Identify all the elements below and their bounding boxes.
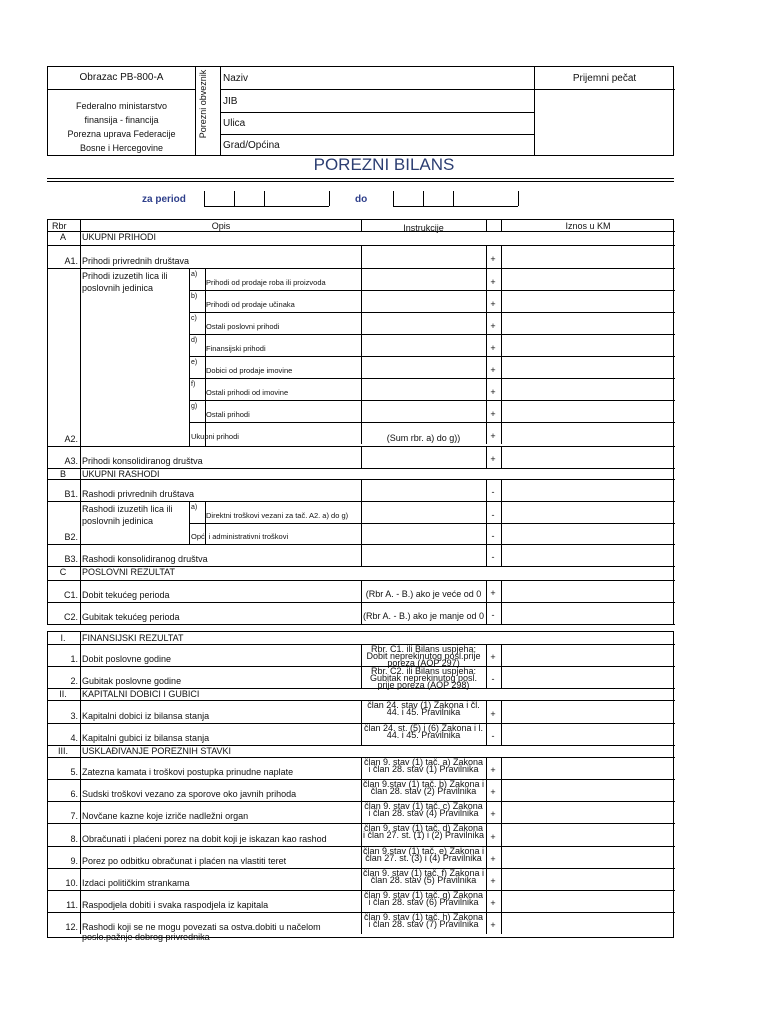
row-sign: -: [491, 730, 495, 741]
row-instr: član 9. stav (1) tač. a) Zakona i član 28. stav (1) Pravilnika: [363, 756, 484, 774]
row-opis: Izdaci političkim strankama: [82, 878, 190, 888]
row-rbr: B: [59, 469, 66, 479]
col-instr: Instrukcije: [403, 223, 444, 233]
row-rbr: 9.: [70, 855, 78, 866]
row-opis: UKUPNI RASHODI: [82, 469, 160, 479]
amount-input[interactable]: [502, 290, 674, 312]
amount-input[interactable]: [502, 602, 674, 624]
row-opis: Kapitalni gubici iz bilansa stanja: [82, 732, 210, 743]
sub-key: b): [191, 293, 198, 300]
sub-instr: (Sum rbr. a) do g)): [386, 433, 461, 443]
row-opis: Porez po odbitku obračunat i plaćen na vlastiti teret: [82, 855, 287, 866]
row-sign: +: [490, 809, 496, 820]
row-opis: Sudski troškovi vezano za sporove oko javnih prihoda: [82, 789, 297, 800]
amount-input[interactable]: [502, 912, 674, 934]
row-opis: UKUPNI PRIHODI: [82, 232, 157, 242]
row-sign: -: [491, 610, 495, 620]
amount-input[interactable]: [502, 700, 674, 722]
amount-input[interactable]: [502, 479, 674, 501]
row-instr: član 9. stav (1) tač. d) Zakona i član 27. st. (1) i (2) Pravilnika: [362, 823, 485, 841]
row-opis: Prihodi izuzetih lica ili poslovnih jedinica: [82, 271, 168, 293]
row-opis: Prihodi privrednih društava: [82, 256, 190, 266]
row-opis: Prihodi konsolidiranog društva: [82, 456, 203, 466]
row-opis: Gubitak poslovne godine: [82, 676, 182, 687]
amount-input[interactable]: [502, 823, 674, 845]
row-instr: član 9. stav (1) tač. f) Zakona i član 28. stav (5) Pravilnika: [362, 867, 485, 885]
row-rbr: 10.: [65, 878, 78, 888]
row-sign: +: [490, 652, 496, 663]
amount-input[interactable]: [502, 312, 674, 334]
sub-label: Finansijski prihodi: [206, 344, 266, 353]
row-sign: +: [490, 254, 496, 264]
period-from-input[interactable]: [204, 191, 329, 207]
row-sign: -: [491, 487, 495, 497]
amount-input[interactable]: [502, 544, 674, 566]
sub-sign: +: [490, 409, 496, 419]
row-rbr: 4.: [70, 732, 78, 743]
amount-input[interactable]: [502, 779, 674, 801]
row-instr: Rbr. C1. ili Bilans uspjeha: Dobit neprekinutog posl.prije poreza (AOP 297): [366, 644, 481, 668]
row-opis: POSLOVNI REZULTAT: [82, 567, 176, 577]
header-box: [47, 66, 674, 156]
row-rbr: 5.: [70, 767, 78, 777]
row-opis: Gubitak tekućeg perioda: [82, 612, 180, 622]
sub-sign: +: [490, 431, 496, 441]
sub-label: Prihodi od prodaje učinaka: [206, 300, 295, 309]
sub-label: Direktni troškovi vezani za tač. A2. a) do g): [206, 510, 349, 520]
row-opis: Dobit poslovne godine: [82, 654, 172, 665]
amount-input[interactable]: [502, 422, 674, 444]
amount-input[interactable]: [502, 523, 674, 545]
amount-input[interactable]: [502, 245, 674, 268]
row-sign: +: [490, 708, 496, 719]
field-jib[interactable]: JIB: [223, 96, 238, 107]
row-rbr: C1.: [63, 590, 78, 600]
row-rbr: 8.: [70, 833, 78, 844]
sub-key: c): [191, 315, 197, 322]
amount-input[interactable]: [502, 890, 674, 912]
row-instr: član 9. stav (1) tač. h) Zakona i član 28. stav (7) Pravilnika: [363, 912, 484, 930]
row-opis: Obračunati i plaćeni porez na dobit koji je iskazan kao rashod: [82, 833, 327, 844]
sub-key: a): [191, 271, 198, 278]
row-sign: +: [490, 765, 496, 775]
row-rbr: 2.: [70, 676, 78, 687]
row-sign: -: [491, 674, 495, 685]
col-rbr: Rbr: [52, 221, 67, 231]
title-divider: [47, 178, 674, 182]
row-sign: -: [491, 552, 495, 562]
row-rbr: 12.: [65, 922, 78, 933]
row-rbr: 3.: [70, 710, 78, 721]
row-opis: Rashodi konsolidiranog društva: [82, 554, 208, 564]
balance-table-2: [47, 631, 674, 943]
amount-input[interactable]: [502, 846, 674, 868]
row-rbr: B3.: [64, 554, 78, 564]
row-sign: +: [490, 898, 496, 909]
row-instr: član 9. stav (1) tač. c) Zakona i član 28. stav (4) Pravilnika: [364, 801, 483, 819]
row-rbr: A3.: [64, 456, 78, 466]
row-rbr: I.: [60, 633, 66, 643]
stamp-label: Prijemni pečat: [572, 73, 637, 84]
row-opis: Rashodi koji se ne mogu povezati sa ostva.dobiti u načelom poslo.pažnje dobrog privrednika: [82, 922, 321, 943]
sub-sign: -: [491, 509, 495, 520]
row-opis: KAPITALNI DOBICI I GUBICI: [82, 689, 200, 700]
amount-input[interactable]: [502, 501, 674, 523]
amount-input[interactable]: [502, 446, 674, 468]
period-from-label: za period: [142, 194, 186, 205]
row-opis: Novčane kazne koje izriče nadležni organ: [82, 811, 249, 822]
amount-input[interactable]: [502, 723, 674, 745]
row-opis: Raspodjela dobiti i svaka raspodjela iz kapitala: [82, 900, 269, 911]
row-opis: FINANSIJSKI REZULTAT: [82, 633, 184, 643]
page-title: POREZNI BILANS: [313, 155, 455, 174]
amount-input[interactable]: [502, 757, 674, 779]
sub-label: Dobici od prodaje imovine: [206, 366, 293, 375]
issuer: Federalno ministarstvo finansija - financija Porezna uprava Federacije Bosne i Hercegovine: [67, 101, 176, 153]
sub-key: a): [191, 504, 198, 511]
row-sign: +: [490, 876, 496, 886]
row-rbr: A1.: [64, 256, 78, 266]
row-rbr: B1.: [64, 489, 78, 499]
balance-table-1: [47, 219, 674, 625]
sub-label: Ostali poslovni prihodi: [206, 322, 280, 331]
row-sign: +: [490, 920, 496, 931]
sub-label: Ukupni prihodi: [191, 432, 239, 441]
sub-label: Opći i administrativni troškovi: [191, 532, 289, 541]
row-rbr: 1.: [70, 654, 78, 665]
row-sign: +: [490, 454, 496, 464]
field-grad[interactable]: Grad/Općina: [223, 140, 280, 151]
sub-key: f): [191, 381, 196, 388]
period-to-input[interactable]: [393, 191, 518, 207]
row-instr: član 9.stav (1) tač. e) Zakona i član 27. st. (3) i (4) Pravilnika: [362, 845, 485, 863]
row-instr: član 9.stav (1) tač. b) Zakona i član 28. stav (2) Pravilnika: [362, 779, 485, 796]
row-sign: +: [490, 588, 496, 598]
sub-key: d): [191, 337, 198, 344]
taxpayer-vertical-label: Porezni obveznik: [198, 69, 208, 139]
row-sign: +: [490, 853, 496, 864]
sub-sign: +: [490, 365, 496, 375]
row-rbr: A: [59, 232, 66, 242]
row-opis: Kapitalni dobici iz bilansa stanja: [82, 710, 210, 721]
amount-input[interactable]: [502, 356, 674, 378]
sub-sign: +: [490, 277, 496, 287]
amount-input[interactable]: [502, 334, 674, 356]
period-to-label: do: [355, 194, 368, 205]
row-opis: Dobit tekućeg perioda: [82, 590, 170, 600]
amount-input[interactable]: [502, 644, 674, 666]
row-rbr: C2.: [63, 612, 78, 622]
col-amount: Iznos u KM: [565, 221, 611, 231]
row-rbr: 6.: [70, 789, 78, 800]
sub-sign: +: [490, 343, 496, 353]
amount-input[interactable]: [502, 868, 674, 890]
row-instr: član 24. stav (1) Zakona i čl. 44. i 45. Pravilnika: [367, 700, 480, 718]
row-instr: član 24. st. (5) i (6) Zakona i l. 44. i 45. Pravilnika: [363, 722, 484, 740]
row-rbr: III.: [57, 745, 68, 756]
row-rbr: A2.: [64, 434, 78, 444]
amount-input[interactable]: [502, 268, 674, 290]
sub-label: Ostali prihodi od imovine: [206, 388, 289, 397]
row-instr: (Rbr A. - B.) ako je veće od 0: [365, 589, 482, 599]
sub-key: g): [191, 403, 198, 410]
row-opis: Rashodi privrednih društava: [82, 489, 195, 499]
row-sign: +: [490, 831, 496, 842]
sub-label: Ostali prihodi: [206, 410, 250, 419]
amount-input[interactable]: [502, 378, 674, 400]
sub-sign: +: [490, 321, 496, 331]
row-rbr: 11.: [66, 900, 78, 911]
sub-sign: -: [491, 531, 495, 541]
sub-key: e): [191, 359, 198, 366]
amount-input[interactable]: [502, 400, 674, 422]
amount-input[interactable]: [502, 801, 674, 823]
row-instr: (Rbr A. - B.) ako je manje od 0: [362, 611, 485, 621]
row-instr: član 9. stav (1) tač. g) Zakona i član 28. stav (6) Pravilnika: [363, 890, 484, 907]
form-code: Obrazac PB-800-A: [79, 72, 164, 83]
row-opis: Rashodi izuzetih lica ili poslovnih jedinica: [82, 504, 173, 526]
field-ulica[interactable]: Ulica: [223, 118, 246, 129]
row-rbr: B2.: [64, 532, 78, 542]
row-rbr: C: [59, 567, 67, 577]
row-rbr: II.: [59, 689, 67, 700]
field-naziv[interactable]: Naziv: [223, 73, 249, 84]
sub-sign: +: [490, 387, 496, 397]
amount-input[interactable]: [502, 580, 674, 602]
sub-label: Prihodi od prodaje roba ili proizvoda: [206, 278, 326, 287]
row-opis: Zatezna kamata i troškovi postupka prinudne naplate: [82, 767, 294, 777]
row-rbr: 7.: [70, 811, 78, 822]
row-opis: USKLAĐIVANJE POREZNIH STAVKI: [82, 745, 232, 756]
sub-sign: +: [490, 299, 496, 309]
col-opis: Opis: [211, 221, 231, 231]
row-sign: +: [490, 787, 496, 798]
amount-input[interactable]: [502, 666, 674, 688]
row-instr: Rbr. C2. ili Bilans uspjeha: Gubitak neprekinutog posl. prije poreza (AOP 298): [369, 666, 478, 691]
